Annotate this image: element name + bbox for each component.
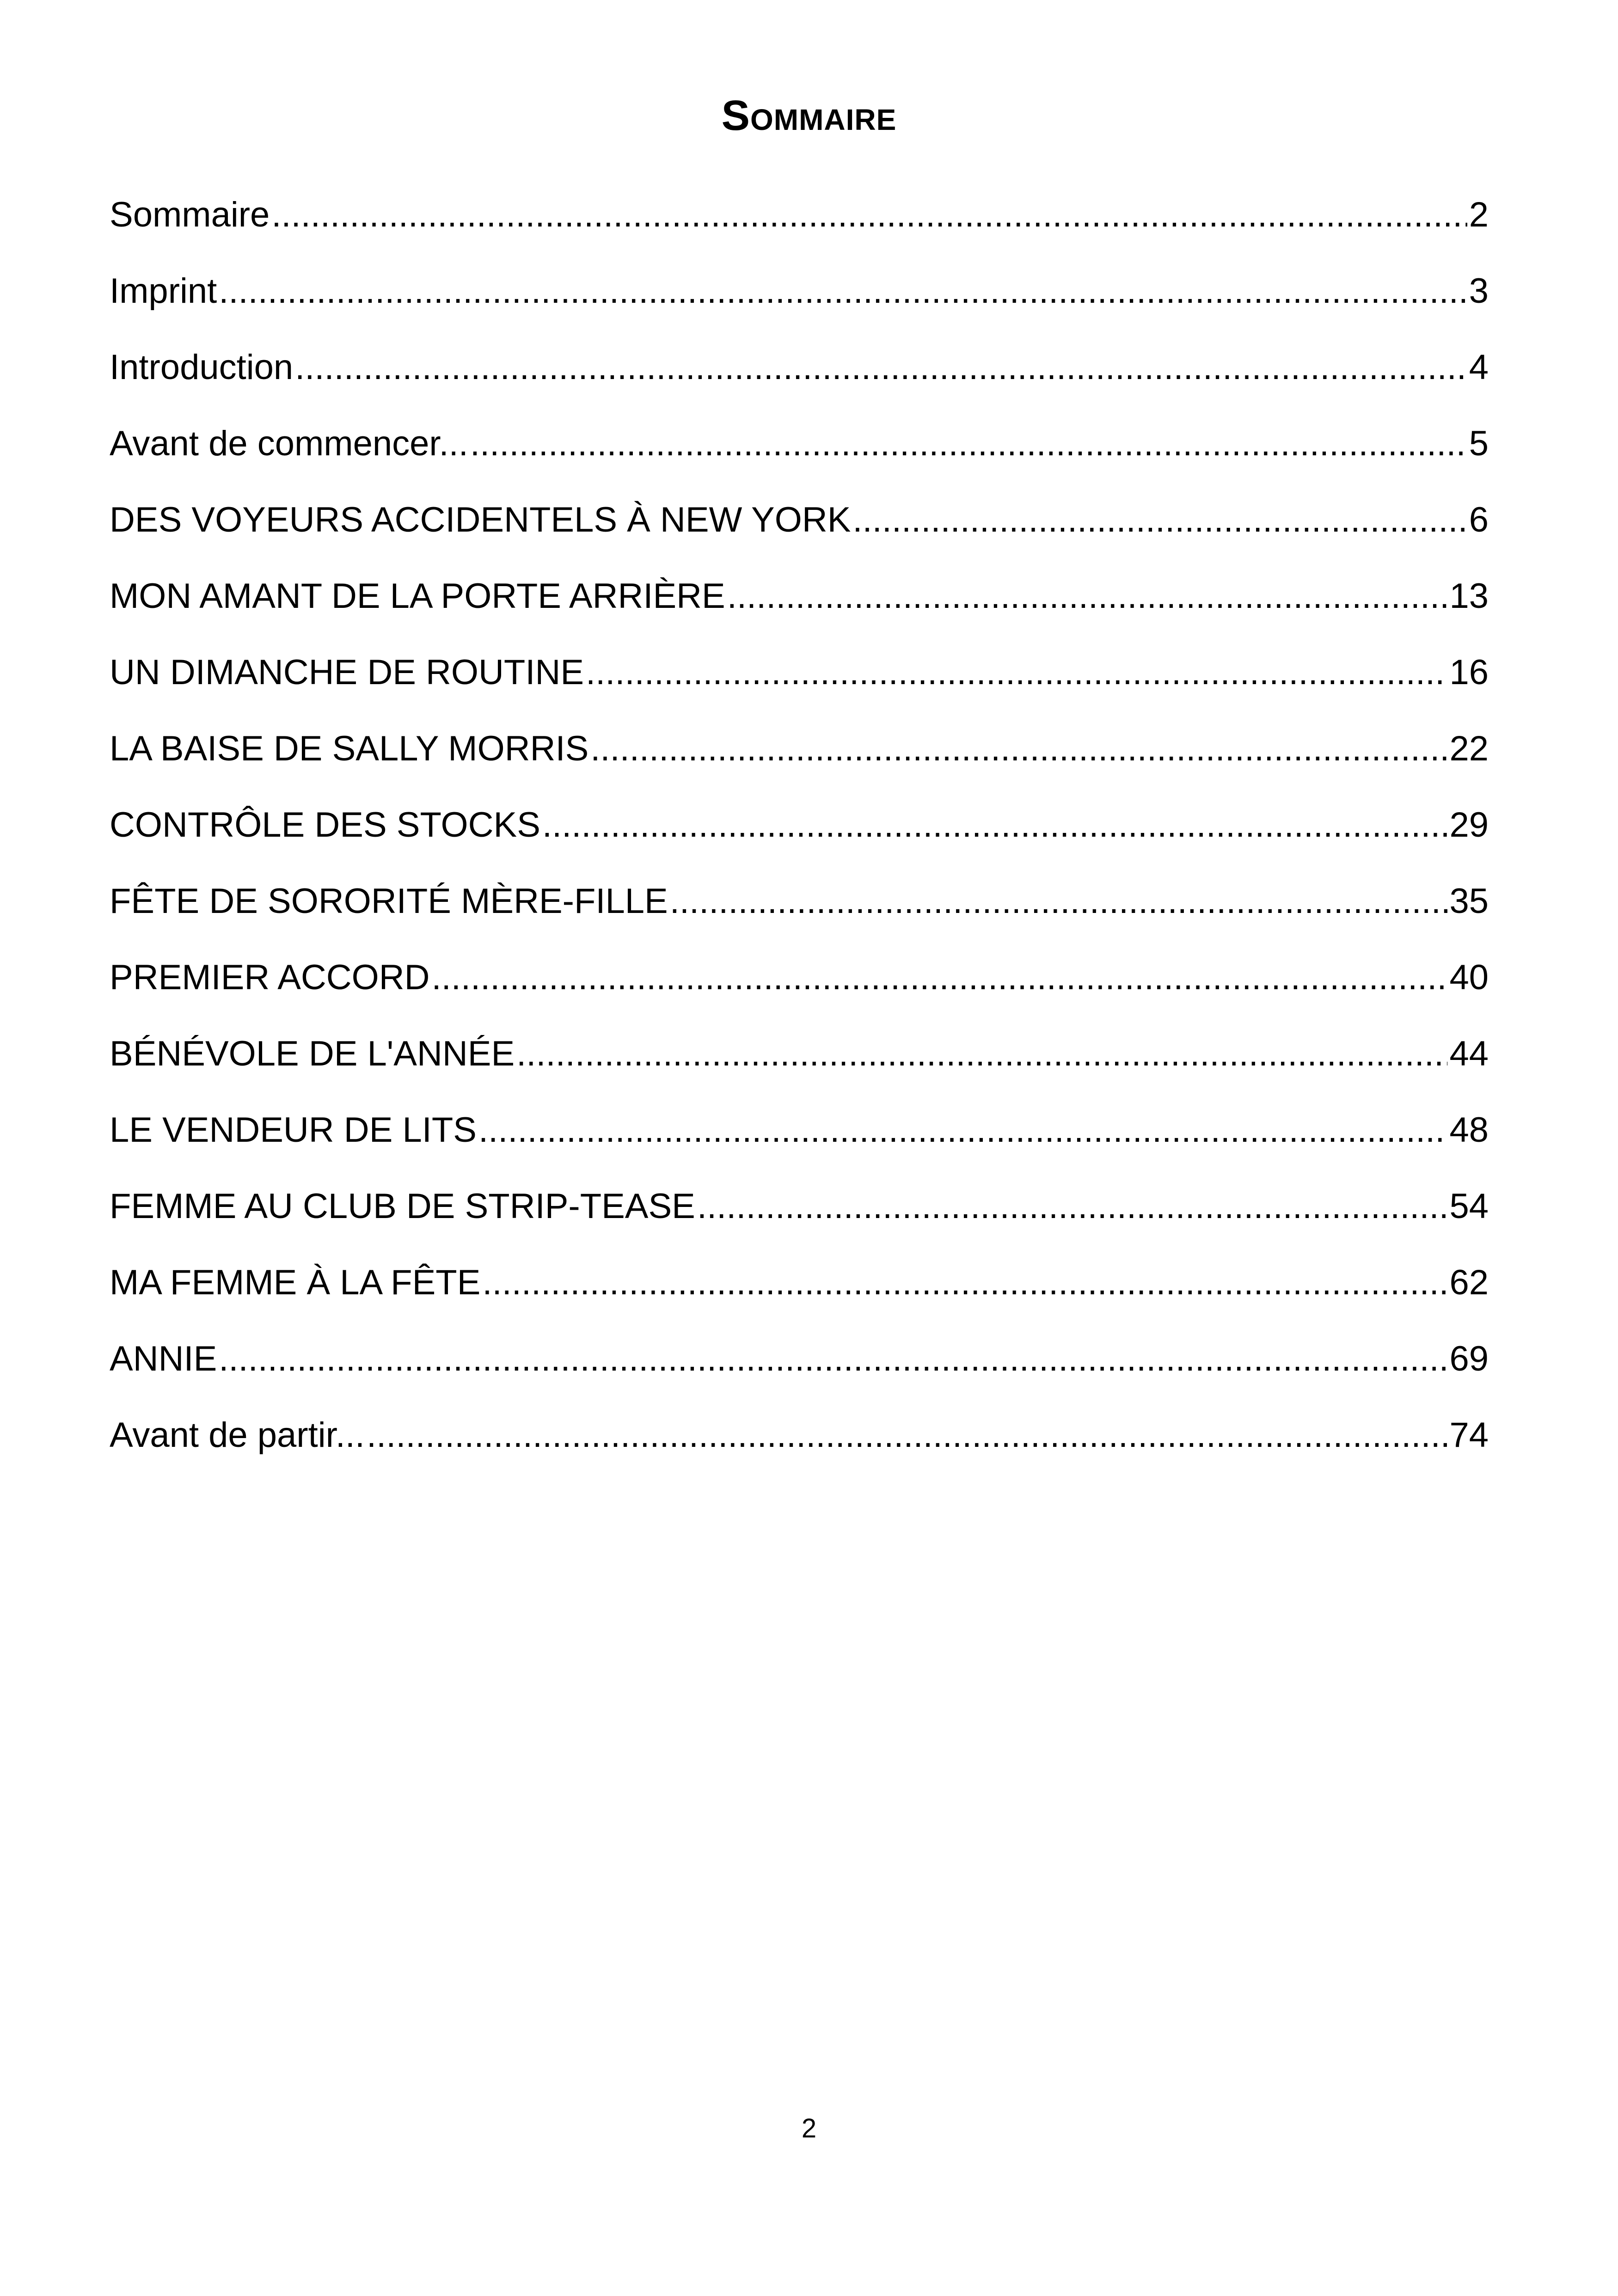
toc-entry-page: 2	[1469, 195, 1489, 234]
toc-entry-label: MA FEMME À LA FÊTE	[110, 1263, 481, 1302]
toc-entry-page: 13	[1449, 576, 1489, 616]
toc-dot-leader	[542, 793, 1448, 857]
toc-dot-leader	[271, 183, 1467, 247]
toc-dot-leader	[586, 640, 1447, 705]
toc-entry-controle-des-stocks[interactable]	[110, 793, 1489, 869]
toc-entry-premier-accord[interactable]	[110, 945, 1489, 1022]
toc-entry-page: 62	[1449, 1263, 1489, 1302]
toc-entry-page: 4	[1469, 348, 1489, 387]
toc-entry-label: LE VENDEUR DE LITS	[110, 1110, 477, 1150]
toc-entry-page: 16	[1449, 653, 1489, 692]
page-number: 2	[801, 2113, 817, 2143]
toc-entry-label: DES VOYEURS ACCIDENTELS À NEW YORK	[110, 500, 851, 539]
toc-entry-label: FÊTE DE SORORITÉ MÈRE-FILLE	[110, 882, 668, 921]
toc-entry-page: 35	[1449, 882, 1489, 921]
toc-dot-leader	[590, 716, 1447, 781]
toc-entry-page: 44	[1449, 1034, 1489, 1073]
toc-entry-sally-morris[interactable]	[110, 716, 1489, 793]
toc-dot-leader	[219, 1327, 1447, 1391]
page-title: Sommaire	[721, 92, 897, 139]
toc-dot-leader	[727, 564, 1448, 629]
toc-entry-page: 5	[1469, 424, 1489, 463]
toc-entry-label: Introduction	[110, 348, 294, 387]
toc-entry-label: FEMME AU CLUB DE STRIP-TEASE	[110, 1187, 695, 1226]
toc-entry-page: 48	[1449, 1110, 1489, 1150]
toc-entry-page: 3	[1469, 271, 1489, 311]
toc-entry-fete-de-sororite[interactable]	[110, 869, 1489, 945]
toc-dot-leader	[470, 411, 1467, 476]
toc-entry-benevole[interactable]	[110, 1022, 1489, 1098]
toc-entry-avant-de-partir[interactable]	[110, 1403, 1489, 1479]
toc-entry-label: UN DIMANCHE DE ROUTINE	[110, 653, 584, 692]
toc-entry-un-dimanche[interactable]	[110, 640, 1489, 716]
toc-dot-leader	[516, 1022, 1447, 1086]
toc-entry-sommaire[interactable]	[110, 183, 1489, 259]
toc-entry-mon-amant[interactable]	[110, 564, 1489, 640]
toc-entry-annie[interactable]	[110, 1327, 1489, 1403]
toc-dot-leader	[852, 488, 1467, 552]
toc-entry-label: Avant de commencer...	[110, 424, 468, 463]
toc-dot-leader	[478, 1098, 1447, 1163]
toc-entry-label: Imprint	[110, 271, 217, 311]
toc-entry-page: 69	[1449, 1339, 1489, 1378]
toc-dot-leader	[432, 945, 1448, 1010]
toc-entry-femme-au-club[interactable]	[110, 1174, 1489, 1250]
toc-dot-leader	[670, 869, 1448, 934]
toc-entry-introduction[interactable]	[110, 335, 1489, 411]
toc-entry-page: 22	[1449, 729, 1489, 768]
toc-dot-leader	[367, 1403, 1447, 1468]
table-of-contents	[110, 183, 1489, 1479]
toc-entry-label: BÉNÉVOLE DE L'ANNÉE	[110, 1034, 515, 1073]
toc-entry-label: MON AMANT DE LA PORTE ARRIÈRE	[110, 576, 725, 616]
toc-entry-label: CONTRÔLE DES STOCKS	[110, 805, 540, 845]
toc-entry-vendeur-de-lits[interactable]	[110, 1098, 1489, 1174]
toc-dot-leader	[219, 259, 1467, 324]
toc-entry-label: Avant de partir...	[110, 1415, 365, 1455]
toc-entry-page: 29	[1449, 805, 1489, 845]
toc-entry-des-voyeurs-accidentels[interactable]	[110, 488, 1489, 564]
toc-entry-label: LA BAISE DE SALLY MORRIS	[110, 729, 589, 768]
toc-entry-label: Sommaire	[110, 195, 270, 234]
toc-dot-leader	[482, 1250, 1447, 1315]
toc-entry-page: 6	[1469, 500, 1489, 539]
toc-dot-leader	[295, 335, 1467, 400]
toc-entry-page: 74	[1449, 1415, 1489, 1455]
toc-entry-avant-de-commencer[interactable]	[110, 411, 1489, 488]
toc-entry-label: ANNIE	[110, 1339, 217, 1378]
toc-entry-ma-femme-a-la-fete[interactable]	[110, 1250, 1489, 1327]
toc-entry-imprint[interactable]	[110, 259, 1489, 335]
toc-dot-leader	[697, 1174, 1448, 1239]
toc-entry-page: 40	[1449, 958, 1489, 997]
toc-entry-page: 54	[1449, 1187, 1489, 1226]
toc-entry-label: PREMIER ACCORD	[110, 958, 430, 997]
